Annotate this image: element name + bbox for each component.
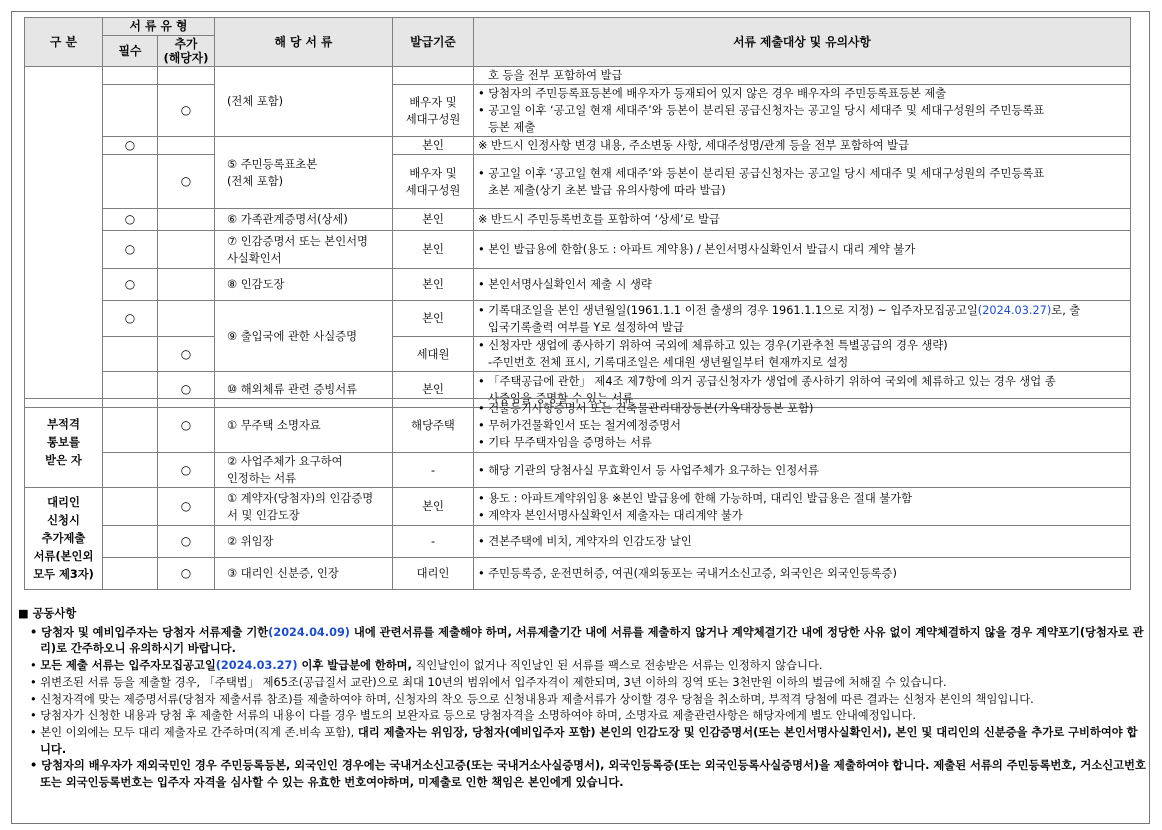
table-row	[25, 231, 1131, 269]
notes-cell: • 본인 발급용에 한함(용도 : 아파트 계약용) / 본인서명사실확인서 발급시 대리 계약 불가	[474, 231, 1131, 269]
document-name: ② 사업주체가 요구하여 인정하는 서류	[215, 453, 393, 488]
notes-cell: ※ 반드시 인정사항 변경 내용, 주소변동 사항, 세대주성명/관계 등을 전부 포함하여 발급	[474, 137, 1131, 155]
category-cell-general	[25, 67, 103, 408]
document-name: ⑩ 해외체류 관련 증빙서류	[215, 372, 393, 408]
category-proxy: 대리인 신청시 추가제출 서류(본인외 모두 제3자)	[25, 488, 103, 590]
table-row	[25, 526, 1131, 558]
document-name: ⑤ 주민등록표초본 (전체 포함)	[215, 137, 393, 209]
table-row	[25, 137, 1131, 155]
issue-basis: 본인	[393, 301, 474, 337]
required-documents-table	[24, 17, 1131, 408]
common-note-item: • 모든 제출 서류는 입주자모집공고일(2024.03.27) 이후 발급분에 한하며, 직인날인이 없거나 직인날인 된 서류를 팩스로 전송받은 서류는 인정하지 않습니다.	[18, 658, 1146, 675]
issue-basis: 세대원	[393, 337, 474, 372]
notes-cell: ※ 반드시 주민등록번호를 포함하여 ‘상세’로 발급	[474, 209, 1131, 231]
header-notes: 서류 제출대상 및 유의사항	[474, 18, 1131, 67]
notes-cell: • 견본주택에 비치, 계약자의 인감도장 날인	[474, 526, 1131, 558]
issue-basis: 본인	[393, 488, 474, 526]
issue-basis: 본인	[393, 269, 474, 301]
common-note-item: • 당첨자가 신청한 내용과 당첨 후 제출한 서류의 내용이 다를 경우 별도의 보완자료 등으로 당첨자격을 소명하여야 하며, 소명자료 제출관련사항은 해당자에게 별도 안내예정입니다.	[18, 708, 1146, 725]
issue-basis: 본인	[393, 231, 474, 269]
common-note-item: • 위변조된 서류 등을 제출할 경우, 「주택법」 제65조(공급질서 교란)으로 최대 10년의 범위에서 입주자격이 제한되며, 3년 이하의 징역 또는 3천만원 이하의 벌금에 처해질 수 있습니다.	[18, 675, 1146, 692]
document-name: ② 위임장	[215, 526, 393, 558]
issue-basis: -	[393, 526, 474, 558]
additional-mark: ○	[158, 85, 215, 137]
common-note-item: • 당첨자의 배우자가 재외국민인 경우 주민등록등본, 외국인인 경우에는 국내거소신고증(또는 국내거소사실증명서), 외국인등록증(또는 외국인등록사실증명서)을 제출하여야 합니다. 제출된 서류의 주민등록번호, 거소신고번호 또는 외국인등록번호는 입주자 자격을 심사할 수 있는 유효한 번호여야하며, 미제출로 인한 책임은 본인에게 있습니다.	[18, 758, 1146, 791]
additional-mark: ○	[158, 399, 215, 453]
issue-basis: 해당주택	[393, 399, 474, 453]
table-row	[25, 301, 1131, 337]
document-name: ① 무주택 소명자료	[215, 399, 393, 453]
required-mark: ○	[103, 269, 158, 301]
required-mark: ○	[103, 137, 158, 155]
document-name: ⑨ 출입국에 관한 사실증명	[215, 301, 393, 372]
notes-cell: • 건물등기사항증명서 또는 건축물관리대장등본(가옥대장등본 포함) • 무허가건물확인서 또는 철거예정증명서 • 기타 무주택자임을 증명하는 서류	[474, 399, 1131, 453]
issue-basis: 본인	[393, 372, 474, 408]
document-name: ③ 대리인 신분증, 인장	[215, 558, 393, 590]
issue-basis: 본인	[393, 137, 474, 155]
header-document: 해 당 서 류	[215, 18, 393, 67]
notes-cell: • 공고일 이후 ‘공고일 현재 세대주’와 등본이 분리된 공급신청자는 공고일 당시 세대주 및 세대구성원의 주민등록표 초본 제출(상기 초본 발급 유의사항에 따라 발급)	[474, 155, 1131, 209]
issue-basis: 배우자 및 세대구성원	[393, 155, 474, 209]
common-notes-title: ■ 공동사항	[18, 607, 77, 620]
document-name: ⑥ 가족관계증명서(상세)	[215, 209, 393, 231]
notes-cell: • 기록대조일을 본인 생년월일(1961.1.1 이전 출생의 경우 1961.1.1으로 지정) ~ 입주자모집공고일(2024.03.27)로, 출 입국기록출력 여부를 Y로 설정하여 발급	[474, 301, 1131, 337]
table-row	[25, 453, 1131, 488]
required-mark: ○	[103, 209, 158, 231]
table-row	[25, 85, 1131, 137]
issue-basis: 본인	[393, 209, 474, 231]
table-row	[25, 337, 1131, 372]
notes-cell: • 본인서명사실확인서 제출 시 생략	[474, 269, 1131, 301]
table-row	[25, 67, 1131, 85]
announcement-date: (2024.03.27)	[977, 303, 1052, 317]
issue-basis: -	[393, 453, 474, 488]
header-category: 구 분	[25, 18, 103, 67]
required-mark: ○	[103, 301, 158, 337]
common-note-item: • 신청자격에 맞는 제증명서류(당첨자 제출서류 참조)를 제출하여야 하며, 신청자의 착오 등으로 신청내용과 제출서류가 상이할 경우 당첨을 취소하며, 부적격 당첨에 따른 결과는 신청자 본인의 책임입니다.	[18, 692, 1146, 709]
notes-cell: • 「주택공급에 관한」 제4조 제7항에 의거 공급신청자가 생업에 종사하기 위하여 국외에 체류하고 있는 경우 생업 종 사중임을 증명할 수 있는 서류	[474, 372, 1131, 408]
notes-cell: • 해당 기관의 당첨사실 무효확인서 등 사업주체가 요구하는 인정서류	[474, 453, 1131, 488]
header-doc-type: 서 류 유 형	[103, 18, 215, 36]
notes-cell: • 용도 : 아파트계약위임용 ※본인 발급용에 한해 가능하며, 대리인 발급용은 절대 불가함 • 계약자 본인서명사실확인서 제출자는 대리계약 불가	[474, 488, 1131, 526]
table-row	[25, 209, 1131, 231]
category-ineligible: 부적격 통보를 받은 자	[25, 399, 103, 488]
additional-mark: ○	[158, 155, 215, 209]
notes-cell: 호 등을 전부 포함하여 발급	[474, 67, 1131, 85]
table-row	[25, 155, 1131, 209]
table-row	[25, 488, 1131, 526]
document-name: ① 계약자(당첨자)의 인감증명 서 및 인감도장	[215, 488, 393, 526]
notes-cell: • 당첨자의 주민등록표등본에 배우자가 등재되어 있지 않은 경우 배우자의 주민등록표등본 제출 • 공고일 이후 ‘공고일 현재 세대주’와 등본이 분리된 공급신청자는 공고일 당시 세대주 및 세대구성원의 주민등록표 등본 제출	[474, 85, 1131, 137]
issue-basis: 배우자 및 세대구성원	[393, 85, 474, 137]
document-name: ⑧ 인감도장	[215, 269, 393, 301]
additional-mark: ○	[158, 453, 215, 488]
header-additional: 추가 (해당자)	[158, 36, 215, 67]
additional-mark: ○	[158, 372, 215, 408]
additional-mark: ○	[158, 337, 215, 372]
common-note-item: • 본인 이외에는 모두 대리 제출자로 간주하며(직계 존.비속 포함), 대리 제출자는 위임장, 당첨자(예비입주자 포함) 본인의 인감도장 및 인감증명서(또는 본인서명사실확인서), 본인 및 대리인의 신분증을 추가로 구비하여야 합니다.	[18, 725, 1146, 758]
notes-cell: • 신청자만 생업에 종사하기 위하여 국외에 체류하고 있는 경우(기관추천 특별공급의 경우 생략) -주민번호 전체 표시, 기록대조일은 세대원 생년월일부터 현재까지로 설정	[474, 337, 1131, 372]
common-notes-section	[18, 606, 1146, 792]
table-row	[25, 558, 1131, 590]
table-row	[25, 399, 1131, 453]
document-name: (전체 포함)	[215, 67, 393, 137]
additional-mark: ○	[158, 558, 215, 590]
notes-cell: • 주민등록증, 운전면허증, 여권(재외동포는 국내거소신고증, 외국인은 외국인등록증)	[474, 558, 1131, 590]
required-documents-table-lower	[24, 398, 1131, 590]
table-header-row	[25, 18, 1131, 36]
table-row	[25, 269, 1131, 301]
document-name: ⑦ 인감증명서 또는 본인서명 사실확인서	[215, 231, 393, 269]
additional-mark: ○	[158, 526, 215, 558]
common-note-item: • 당첨자 및 예비입주자는 당첨자 서류제출 기한(2024.04.09) 내에 관련서류를 제출해야 하며, 서류제출기간 내에 서류를 제출하지 않거나 계약체결기간 내에 정당한 사유 없이 계약체결하지 않을 경우 계약포기(당첨자로 관리)로 간주하오니 유의하시기 바랍니다.	[18, 625, 1146, 658]
header-issue-basis: 발급기준	[393, 18, 474, 67]
header-required: 필수	[103, 36, 158, 67]
additional-mark: ○	[158, 488, 215, 526]
required-mark: ○	[103, 231, 158, 269]
issue-basis: 대리인	[393, 558, 474, 590]
